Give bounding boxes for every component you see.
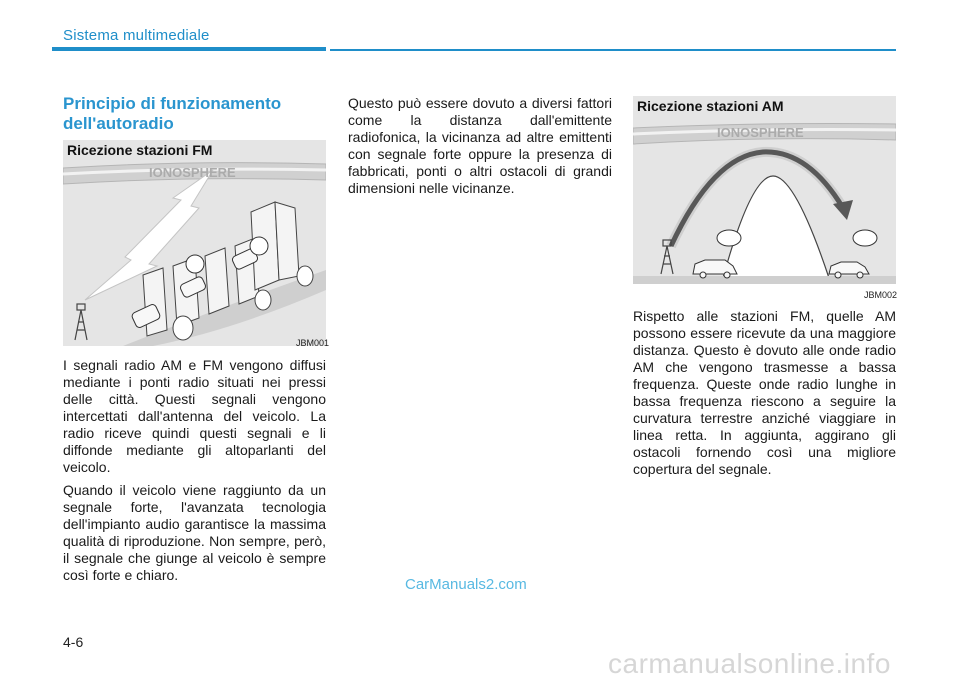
body-paragraph: Questo può essere dovuto a diversi fattori come la distanza dall'emittente radiofonica, la vicinanza ad altre emittenti con segnale forte oppure la presenza di fabbricati, ponti o altri ostacoli di grandi dimensioni nelle vicinanze. [348, 95, 612, 196]
header-rule-thin [330, 49, 896, 51]
body-paragraph: I segnali radio AM e FM vengono diffusi mediante i ponti radio situati nei pressi delle città. Questi segnali vengono intercettati dall'antenna del veicolo. La radio riceve quindi questi segnali e li diffonde mediante gli altoparlanti del veicolo. [63, 357, 326, 475]
header-rule-thick [52, 47, 326, 51]
page-number: 4-6 [63, 634, 84, 650]
body-paragraph: Quando il veicolo viene raggiunto da un segnale forte, l'avanzata tecnologia dell'impianto audio garantisce la massima qualità di riproduzione. Non sempre, però, il segnale che giunge al veicolo è sempre così forte e chiaro. [63, 482, 326, 583]
fm-ionosphere-label: IONOSPHERE [149, 165, 236, 180]
site-watermark: carmanualsonline.info [608, 648, 891, 679]
section-heading: Principio di funzionamento dell'autoradio [63, 94, 282, 133]
fm-figure-code: JBM001 [296, 338, 330, 348]
section-header: Sistema multimediale [63, 27, 210, 44]
am-reception-figure [633, 96, 896, 284]
am-figure-code: JBM002 [864, 290, 898, 300]
body-paragraph: Rispetto alle stazioni FM, quelle AM possono essere ricevute da una maggiore distanza. Questo è dovuto alle onde radio AM che vengono trasmesse a bassa frequenza. Queste onde radio lunghe in bassa frequenza riescono a seguire la curvatura terrestre anziché viaggiare in linea retta. In aggiunta, aggirano gli ostacoli fornendo così una migliore copertura del segnale. [633, 308, 896, 477]
am-ionosphere-label: IONOSPHERE [717, 125, 804, 140]
fm-reception-figure [63, 140, 326, 346]
watermark-text: CarManuals2.com [405, 576, 527, 593]
am-figure-title: Ricezione stazioni AM [637, 98, 784, 114]
fm-figure-title: Ricezione stazioni FM [67, 142, 213, 158]
